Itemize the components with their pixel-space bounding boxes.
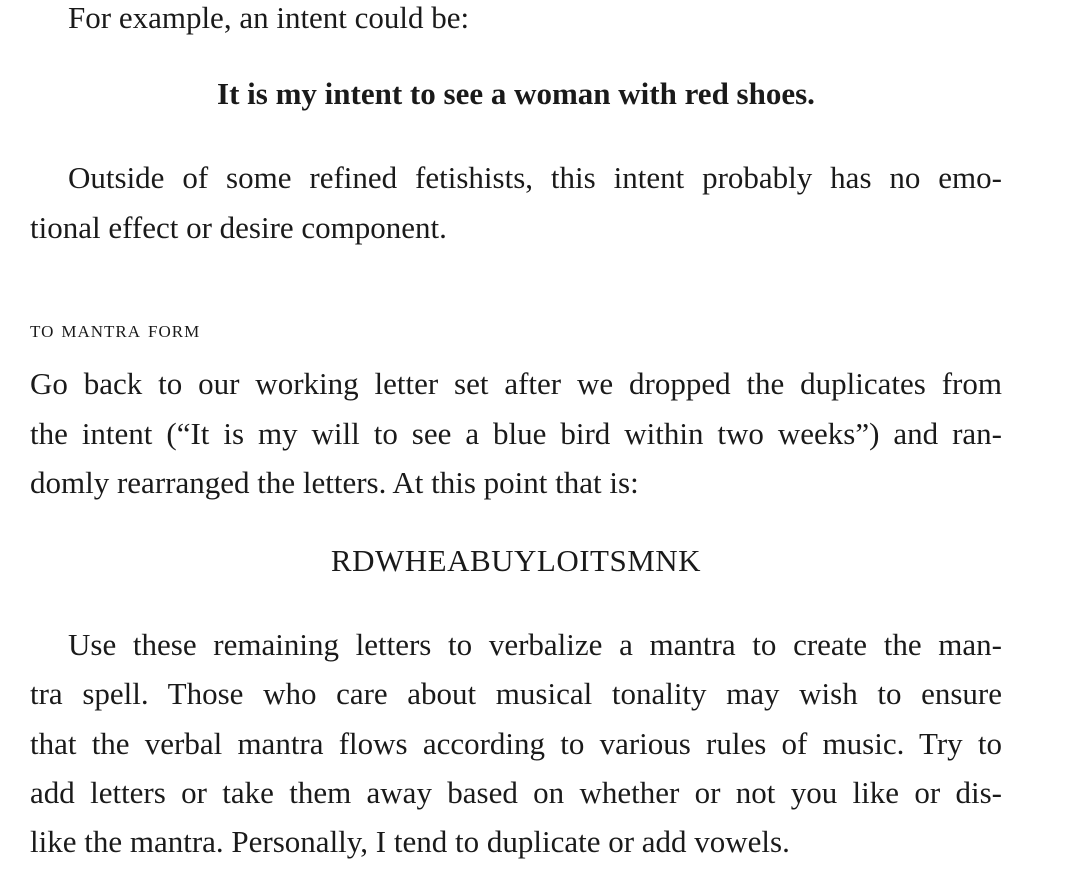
intro-line: For example, an intent could be: [68,0,470,35]
paragraph-line: tional effect or desire component. [30,210,447,245]
paragraph-line: tra spell. Those who care about musical tonality may wish to ensure [30,676,1002,711]
example-intent: It is my intent to see a woman with red shoes. [217,76,815,111]
paragraph-line: Go back to our working letter set after we dropped the duplicates from [30,366,1002,401]
paragraph-line: that the verbal mantra flows according to various rules of music. Try to [30,726,1002,761]
paragraph-line: the intent (“It is my will to see a blue bird within two weeks”) and ran- [30,416,1002,451]
paragraph-line: add letters or take them away based on whether or not you like or dis- [30,775,1002,810]
paragraph-line: Outside of some refined fetishists, this intent probably has no emo- [68,160,1002,195]
paragraph-line: Use these remaining letters to verbalize a mantra to create the man- [68,627,1002,662]
paragraph-line: domly rearranged the letters. At this point that is: [30,465,639,500]
section-heading: to mantra form [30,317,201,343]
letter-set: RDWHEABUYLOITSMNK [330,543,702,578]
paragraph-line: like the mantra. Personally, I tend to duplicate or add vowels. [30,824,790,859]
